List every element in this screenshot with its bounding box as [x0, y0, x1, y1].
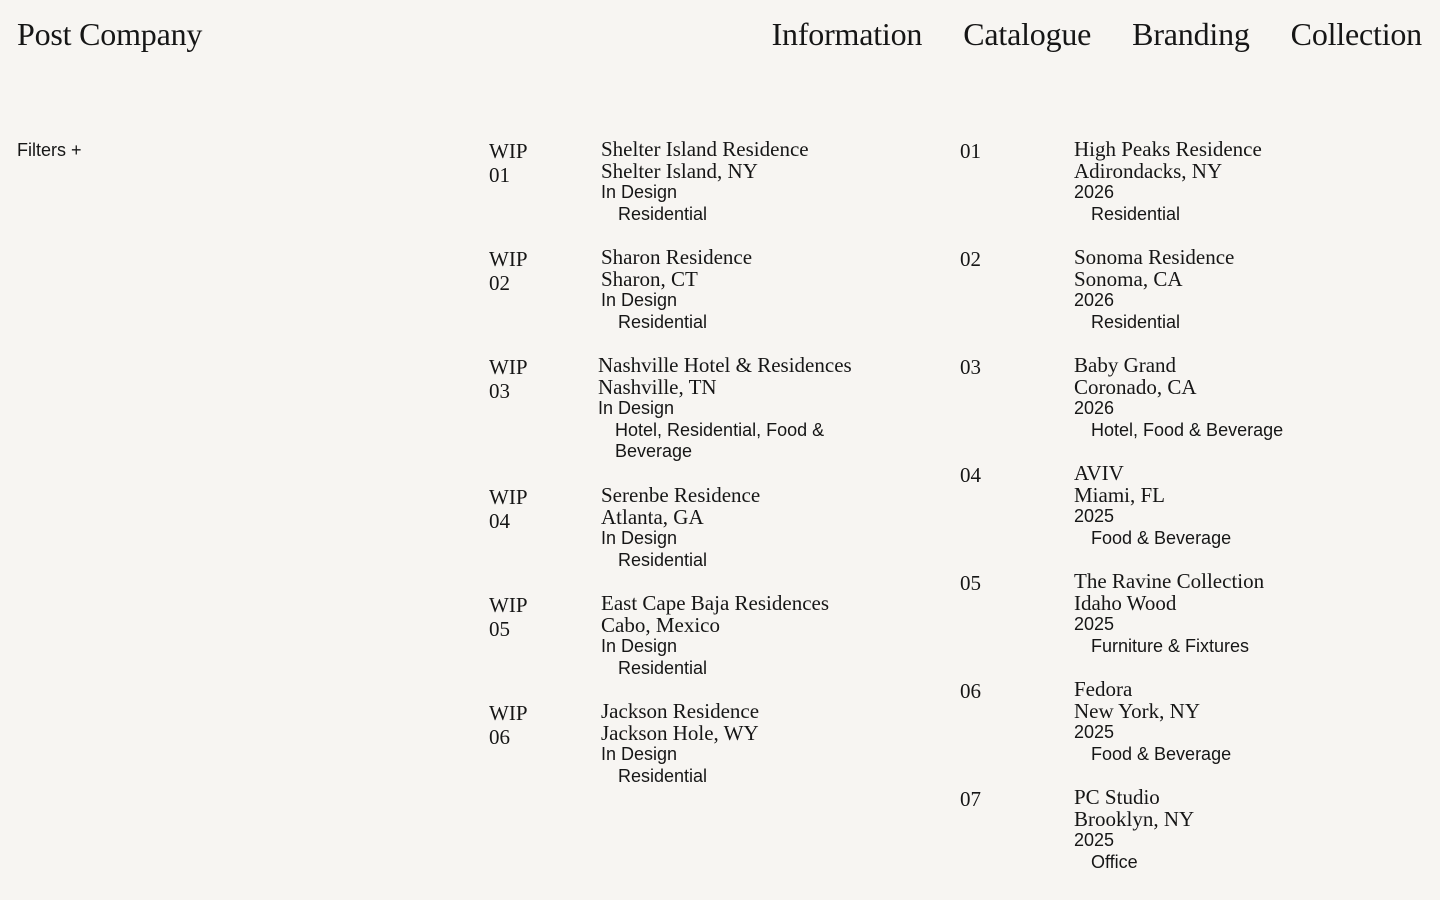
project-number: 04: [960, 463, 981, 487]
project-tags: Furniture & Fixtures: [1091, 635, 1250, 656]
project-title: Nashville Hotel & Residences: [598, 353, 852, 377]
project-tags: Residential: [618, 203, 708, 224]
project-title: AVIV: [1074, 461, 1124, 485]
project-title: Sharon Residence: [601, 245, 753, 269]
filters-toggle[interactable]: Filters +: [17, 140, 82, 160]
project-info: [1074, 787, 1374, 873]
project-year: 2025: [1074, 614, 1115, 634]
project-tags: Office: [1091, 851, 1138, 872]
project-year: 2025: [1074, 830, 1115, 850]
project-status: In Design: [598, 398, 675, 418]
project-info: [1074, 463, 1374, 549]
project-number: 02: [960, 247, 981, 271]
project-info: [601, 139, 871, 225]
project-title: Serenbe Residence: [601, 483, 761, 507]
project-title: High Peaks Residence: [1074, 137, 1262, 161]
project-location: Sharon, CT: [601, 266, 698, 291]
main-nav: [772, 14, 1422, 54]
project-location: Atlanta, GA: [601, 504, 704, 529]
project-info: [1074, 571, 1374, 657]
project-tags: Residential: [1091, 203, 1181, 224]
project-location: Jackson Hole, WY: [601, 720, 759, 745]
project-location: New York, NY: [1074, 698, 1201, 723]
project-year: 2026: [1074, 290, 1115, 310]
project-title: Jackson Residence: [601, 699, 760, 723]
project-number: WIP 05: [489, 593, 527, 641]
project-tags: Residential: [618, 311, 708, 332]
project-info: [601, 247, 871, 333]
project-location: Miami, FL: [1074, 482, 1166, 507]
project-location: Adirondacks, NY: [1074, 158, 1223, 183]
project-title: Shelter Island Residence: [601, 137, 809, 161]
project-number: WIP 03: [489, 355, 527, 403]
project-number: 06: [960, 679, 981, 703]
project-title: East Cape Baja Residences: [601, 591, 830, 615]
project-year: 2026: [1074, 182, 1115, 202]
project-location: Idaho Wood: [1074, 590, 1177, 615]
project-tags: Residential: [618, 657, 708, 678]
project-info: [601, 593, 871, 679]
project-location: Brooklyn, NY: [1074, 806, 1195, 831]
project-status: In Design: [601, 636, 678, 656]
project-info: [601, 485, 871, 571]
nav-collection[interactable]: Collection: [1290, 16, 1422, 52]
project-tags: Residential: [1091, 311, 1181, 332]
project-year: 2025: [1074, 722, 1115, 742]
project-year: 2026: [1074, 398, 1115, 418]
project-tags: Residential: [618, 765, 708, 786]
project-tags: Hotel, Food & Beverage: [1091, 419, 1284, 440]
project-title: Fedora: [1074, 677, 1133, 701]
project-tags: Hotel, Residential, Food & Beverage: [615, 419, 825, 461]
project-number: 05: [960, 571, 981, 595]
project-title: The Ravine Collection: [1074, 569, 1265, 593]
project-status: In Design: [601, 528, 678, 548]
project-location: Shelter Island, NY: [601, 158, 758, 183]
project-status: In Design: [601, 290, 678, 310]
project-info: [1074, 139, 1374, 225]
project-number: WIP 04: [489, 485, 527, 533]
project-info: [601, 701, 871, 787]
project-tags: Food & Beverage: [1091, 527, 1232, 548]
project-number: 07: [960, 787, 981, 811]
project-year: 2025: [1074, 506, 1115, 526]
project-title: Baby Grand: [1074, 353, 1177, 377]
project-number: WIP 02: [489, 247, 527, 295]
project-number: WIP 06: [489, 701, 527, 749]
project-location: Cabo, Mexico: [601, 612, 720, 637]
project-location: Nashville, TN: [598, 374, 717, 399]
project-title: PC Studio: [1074, 785, 1160, 809]
project-number: 03: [960, 355, 981, 379]
project-info: [1074, 247, 1374, 333]
project-location: Coronado, CA: [1074, 374, 1197, 399]
nav-branding[interactable]: Branding: [1132, 16, 1250, 52]
project-number: WIP 01: [489, 139, 527, 187]
project-tags: Food & Beverage: [1091, 743, 1232, 764]
project-number: 01: [960, 139, 981, 163]
project-status: In Design: [601, 744, 678, 764]
nav-information[interactable]: Information: [771, 16, 923, 52]
brand-logo-link[interactable]: Post Company: [17, 16, 203, 52]
project-info: [1074, 679, 1374, 765]
nav-catalogue[interactable]: Catalogue: [963, 16, 1092, 52]
project-info: [598, 355, 868, 463]
project-location: Sonoma, CA: [1074, 266, 1183, 291]
project-info: [1074, 355, 1374, 441]
project-title: Sonoma Residence: [1074, 245, 1235, 269]
project-status: In Design: [601, 182, 678, 202]
project-tags: Residential: [618, 549, 708, 570]
